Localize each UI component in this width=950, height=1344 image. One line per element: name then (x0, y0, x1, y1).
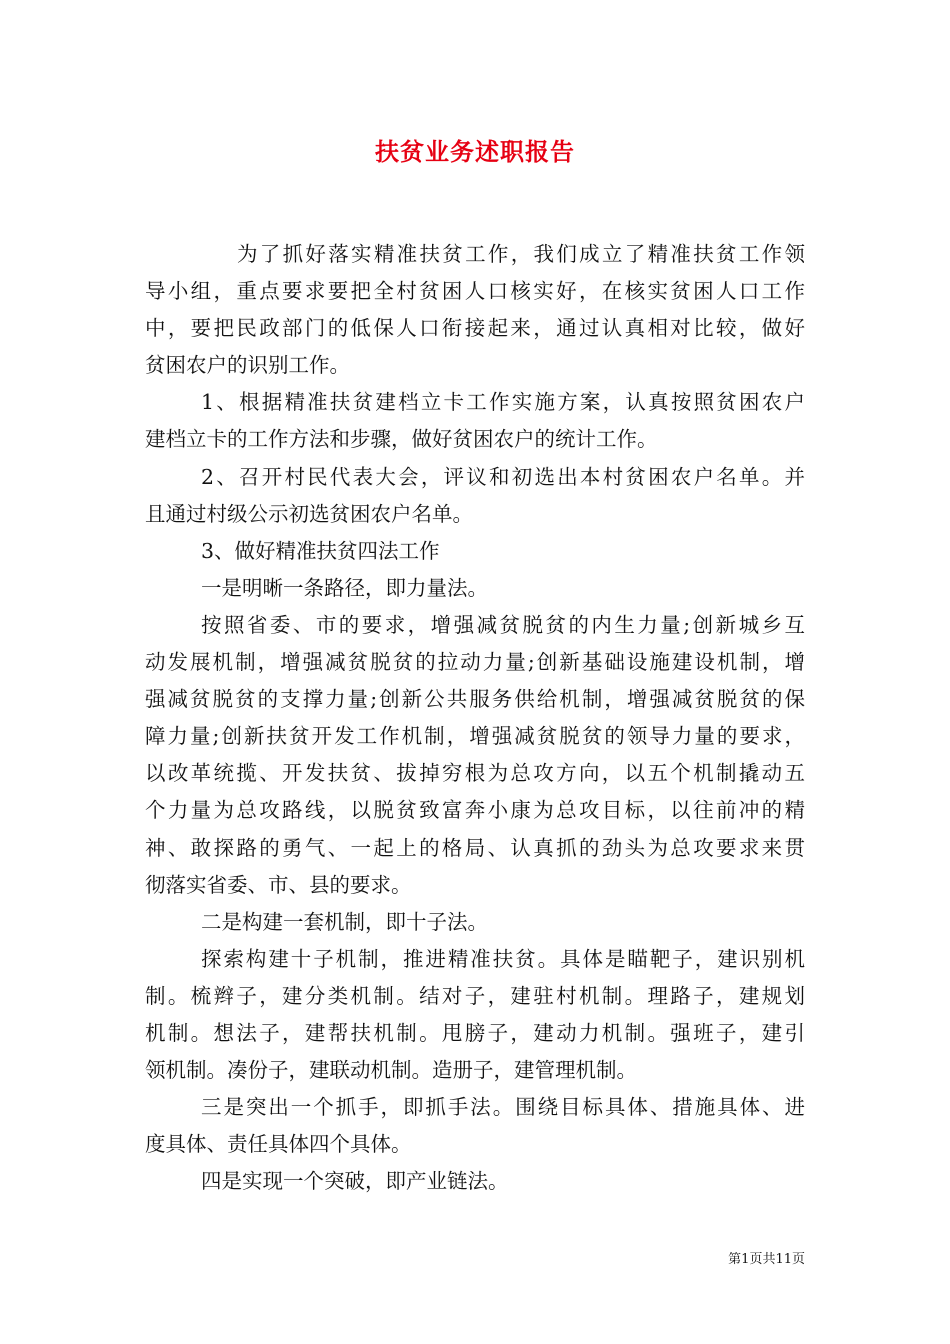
text-line: 建档立卡的工作方法和步骤，做好贫困农户的统计工作。 (145, 427, 658, 452)
text-line: 领机制。凑份子，建联动机制。造册子，建管理机制。 (145, 1058, 637, 1083)
text-line: 四是实现一个突破，即产业链法。 (201, 1169, 509, 1194)
text-line: 导小组，重点要求要把全村贫困人口核实好，在核实贫困人口工作 (145, 279, 805, 304)
text-line: 三是突出一个抓手，即抓手法。围绕目标具体、措施具体、进 (201, 1095, 805, 1120)
text-line: 度具体、责任具体四个具体。 (145, 1132, 412, 1157)
document-body (145, 236, 805, 1200)
paragraph (145, 941, 805, 1089)
paragraph (145, 904, 805, 941)
text-line: 个力量为总攻路线，以脱贫致富奔小康为总攻目标，以往前冲的精 (145, 798, 805, 823)
text-line: 机制。想法子，建帮扶机制。甩膀子，建动力机制。强班子，建引 (145, 1020, 805, 1045)
text-line: 以改革统揽、开发扶贫、拔掉穷根为总攻方向，以五个机制撬动五 (145, 761, 805, 786)
text-line: 为了抓好落实精准扶贫工作，我们成立了精准扶贫工作领 (237, 242, 805, 266)
paragraph (145, 570, 805, 607)
text-line: 且通过村级公示初选贫困农户名单。 (145, 501, 473, 526)
text-line: 2、召开村民代表大会，评议和初选出本村贫困农户名单。并 (201, 464, 805, 489)
paragraph (145, 1163, 805, 1200)
page-number: 第1页共11页 (728, 1252, 805, 1267)
text-line: 贫困农户的识别工作。 (145, 353, 350, 378)
text-line: 二是构建一套机制，即十子法。 (201, 909, 488, 934)
paragraph (145, 236, 805, 384)
text-line: 按照省委、市的要求，增强减贫脱贫的内生力量;创新城乡互 (201, 612, 805, 637)
text-line: 强减贫脱贫的支撑力量;创新公共服务供给机制，增强减贫脱贫的保 (145, 687, 805, 712)
text-line: 1、根据精准扶贫建档立卡工作实施方案，认真按照贫困农户 (201, 390, 805, 415)
text-line: 3、做好精准扶贫四法工作 (201, 538, 440, 563)
text-line: 动发展机制，增强减贫脱贫的拉动力量;创新基础设施建设机制，增 (145, 650, 805, 675)
text-line: 制。梳辫子，建分类机制。结对子，建驻村机制。理路子，建规划 (145, 983, 805, 1008)
paragraph (145, 384, 805, 458)
text-line: 障力量;创新扶贫开发工作机制，增强减贫脱贫的领导力量的要求， (145, 724, 805, 749)
paragraph (145, 459, 805, 533)
text-line: 一是明晰一条路径，即力量法。 (201, 575, 488, 600)
document-title: 扶贫业务述职报告 (375, 137, 575, 166)
text-line: 神、敢探路的勇气、一起上的格局、认真抓的劲头为总攻要求来贯 (145, 835, 805, 860)
paragraph (145, 533, 805, 570)
paragraph (145, 607, 805, 904)
text-line: 探索构建十子机制，推进精准扶贫。具体是瞄靶子，建识别机 (201, 946, 805, 971)
text-line: 彻落实省委、市、县的要求。 (145, 872, 412, 897)
text-line: 中，要把民政部门的低保人口衔接起来，通过认真相对比较，做好 (145, 316, 805, 341)
paragraph (145, 1089, 805, 1163)
